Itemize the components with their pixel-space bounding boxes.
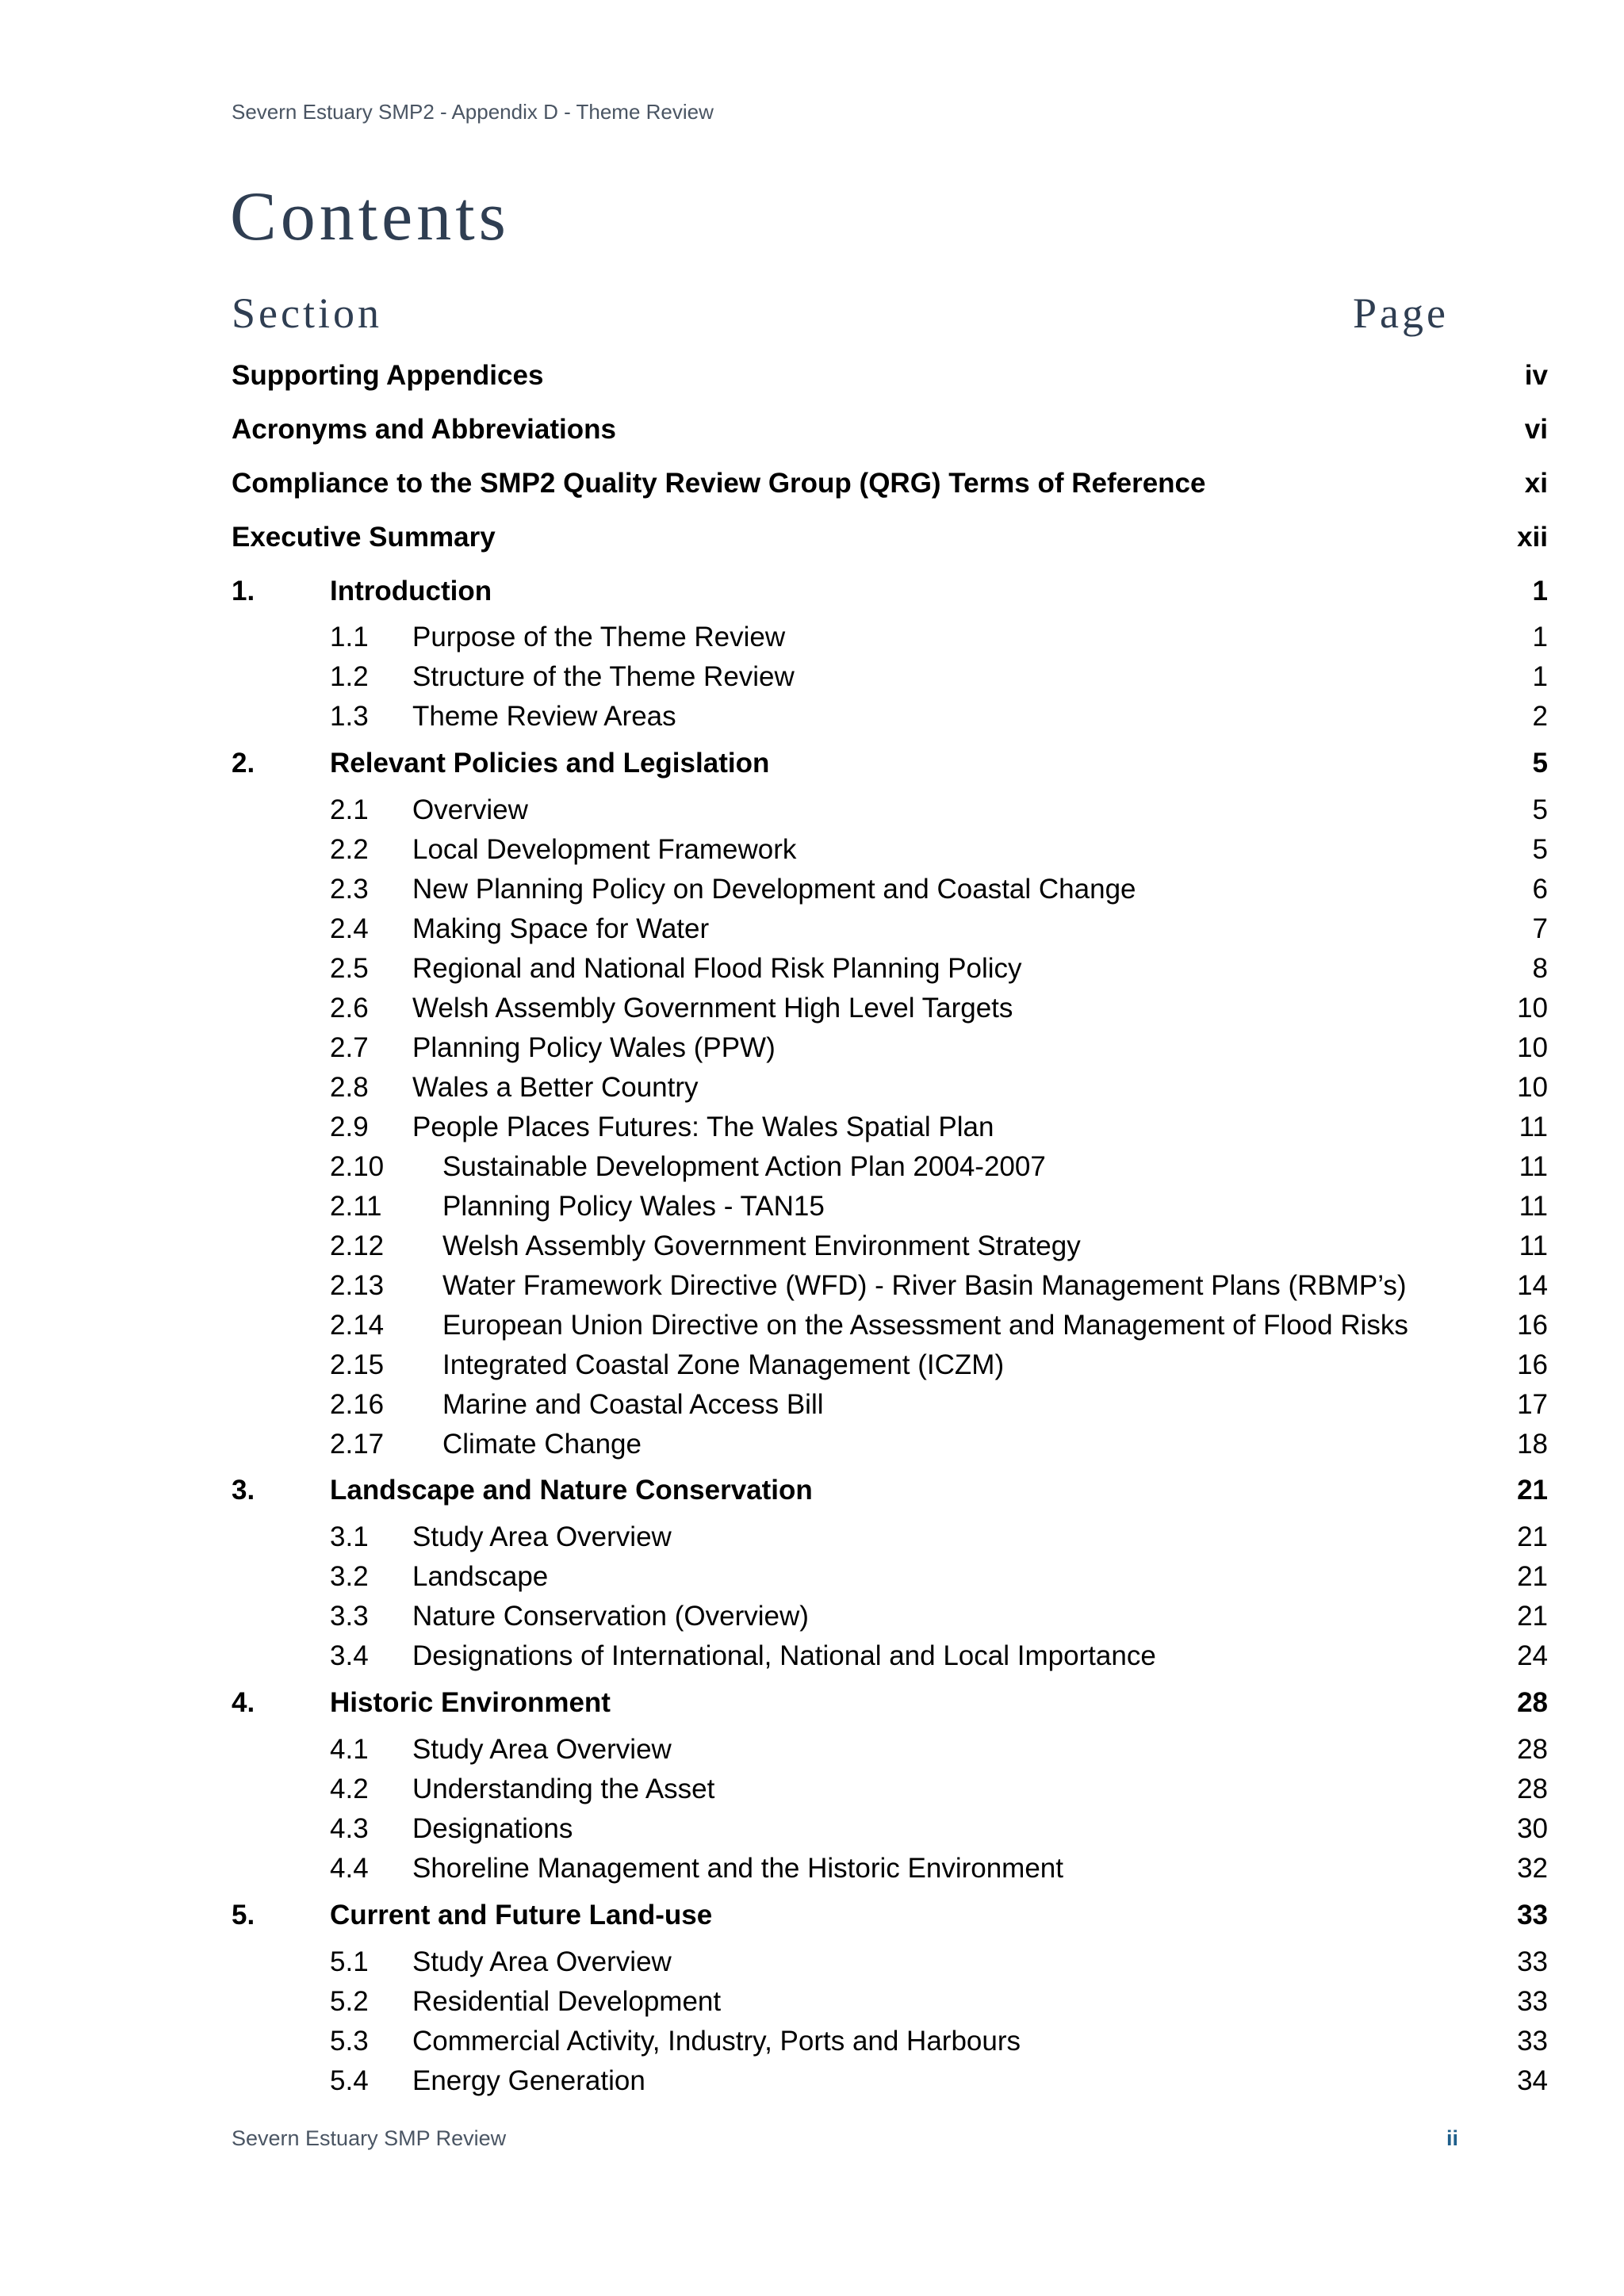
toc-chapter-number: 5.	[232, 1900, 255, 1931]
toc-section-title: Making Space for Water	[412, 913, 710, 944]
toc-entry-front[interactable]	[232, 520, 1548, 555]
toc-entry-title: Supporting Appendices	[232, 360, 544, 391]
toc-section[interactable]	[232, 1070, 1548, 1105]
toc-section[interactable]	[232, 1732, 1548, 1767]
toc-entry-title: Acronyms and Abbreviations	[232, 414, 616, 445]
toc-section-number: 2.14	[330, 1310, 385, 1341]
toc-section-page: 33	[1517, 2026, 1548, 2057]
toc-section-page: 10	[1517, 1032, 1548, 1063]
toc-section-title: Study Area Overview	[412, 1734, 672, 1765]
toc-section[interactable]	[232, 2064, 1548, 2099]
toc-section-number: 5.3	[330, 2026, 369, 2057]
toc-chapter[interactable]	[232, 1898, 1548, 1933]
toc-chapter-number: 4.	[232, 1687, 255, 1718]
toc-section-page: 18	[1517, 1429, 1548, 1460]
toc-entry-page: xi	[1524, 468, 1548, 499]
toc-section-number: 2.10	[330, 1151, 385, 1182]
toc-entry-page: xii	[1517, 522, 1548, 553]
toc-section-page: 7	[1532, 913, 1548, 944]
toc-section[interactable]	[232, 912, 1548, 947]
toc-section-title: Climate Change	[442, 1429, 642, 1460]
toc-section-page: 24	[1517, 1640, 1548, 1671]
toc-section-page: 28	[1517, 1734, 1548, 1765]
toc-section-number: 2.16	[330, 1389, 385, 1420]
toc-section-number: 2.4	[330, 913, 369, 944]
toc-section[interactable]	[232, 1639, 1548, 1674]
toc-section-page: 1	[1532, 661, 1548, 692]
toc-section-number: 2.3	[330, 874, 369, 905]
toc-section-number: 5.1	[330, 1946, 369, 1977]
page-title: Contents	[230, 178, 510, 255]
toc-section[interactable]	[232, 1308, 1548, 1343]
toc-section-title: Purpose of the Theme Review	[412, 622, 786, 652]
toc-section-title: Energy Generation	[412, 2065, 645, 2096]
toc-chapter-title: Relevant Policies and Legislation	[330, 748, 770, 779]
toc-section-number: 4.3	[330, 1813, 369, 1844]
toc-section-page: 34	[1517, 2065, 1548, 2096]
toc-section-number: 4.1	[330, 1734, 369, 1765]
toc-chapter-title: Introduction	[330, 576, 492, 607]
toc-section-title: Designations	[412, 1813, 573, 1844]
toc-section-page: 21	[1517, 1601, 1548, 1632]
toc-section-number: 1.1	[330, 622, 369, 652]
toc-section-title: Overview	[412, 794, 528, 825]
toc-section-page: 28	[1517, 1774, 1548, 1804]
toc-section[interactable]	[232, 793, 1548, 828]
toc-section[interactable]	[232, 1427, 1548, 1462]
toc-section-page: 32	[1517, 1853, 1548, 1884]
toc-section-title: Local Development Framework	[412, 834, 797, 865]
toc-section-number: 2.6	[330, 993, 369, 1024]
toc-section-page: 30	[1517, 1813, 1548, 1844]
toc-section-title: Integrated Coastal Zone Management (ICZM)	[442, 1349, 1005, 1380]
toc-section-number: 3.1	[330, 1521, 369, 1552]
toc-section-title: Structure of the Theme Review	[412, 661, 795, 692]
toc-chapter-page: 1	[1532, 576, 1548, 607]
toc-section-page: 5	[1532, 794, 1548, 825]
toc-section-page: 5	[1532, 834, 1548, 865]
toc-section-page: 21	[1517, 1561, 1548, 1592]
toc-section[interactable]	[232, 2024, 1548, 2059]
toc-section-title: Study Area Overview	[412, 1946, 672, 1977]
toc-section-title: Marine and Coastal Access Bill	[442, 1389, 824, 1420]
toc-section-page: 21	[1517, 1521, 1548, 1552]
toc-section-title: New Planning Policy on Development and Coastal Change	[412, 874, 1136, 905]
toc-section-title: Sustainable Development Action Plan 2004-2007	[442, 1151, 1046, 1182]
toc-section[interactable]	[232, 1189, 1548, 1224]
toc-entry-title: Executive Summary	[232, 522, 496, 553]
toc-section[interactable]	[232, 1150, 1548, 1184]
toc-section-title: Nature Conservation (Overview)	[412, 1601, 809, 1632]
toc-section-title: Planning Policy Wales (PPW)	[412, 1032, 776, 1063]
toc-section-number: 2.15	[330, 1349, 385, 1380]
toc-section[interactable]	[232, 699, 1548, 734]
toc-section-page: 16	[1517, 1349, 1548, 1380]
toc-section-number: 5.2	[330, 1986, 369, 2017]
toc-section-title: Welsh Assembly Government High Level Targets	[412, 993, 1013, 1024]
toc-section-number: 2.7	[330, 1032, 369, 1063]
toc-section[interactable]	[232, 660, 1548, 695]
toc-section-page: 33	[1517, 1946, 1548, 1977]
toc-section-page: 14	[1517, 1270, 1548, 1301]
toc-chapter-number: 3.	[232, 1475, 255, 1506]
toc-section-page: 10	[1517, 993, 1548, 1024]
column-header-section: Section	[232, 289, 382, 337]
toc-section[interactable]	[232, 1229, 1548, 1264]
toc-section-page: 17	[1517, 1389, 1548, 1420]
footer-page-number: ii	[1446, 2126, 1459, 2150]
toc-section-page: 1	[1532, 622, 1548, 652]
toc-section[interactable]	[232, 1851, 1548, 1886]
toc-section[interactable]	[232, 832, 1548, 867]
toc-section-number: 1.2	[330, 661, 369, 692]
toc-section-number: 2.8	[330, 1072, 369, 1103]
toc-entry-front[interactable]	[232, 412, 1548, 447]
toc-section-title: Understanding the Asset	[412, 1774, 715, 1804]
toc-chapter[interactable]	[232, 746, 1548, 781]
toc-section-number: 1.3	[330, 701, 369, 732]
toc-section[interactable]	[232, 1348, 1548, 1383]
toc-section-page: 11	[1519, 1230, 1548, 1261]
toc-section-title: Study Area Overview	[412, 1521, 672, 1552]
toc-chapter-page: 21	[1517, 1475, 1548, 1506]
toc-chapter-page: 5	[1532, 748, 1548, 779]
toc-section-title: Commercial Activity, Industry, Ports and Harbours	[412, 2026, 1021, 2057]
page-header: Severn Estuary SMP2 - Appendix D - Theme Review	[232, 100, 714, 124]
toc-section-page: 8	[1532, 953, 1548, 984]
toc-section[interactable]	[232, 951, 1548, 986]
toc-chapter-title: Historic Environment	[330, 1687, 611, 1718]
toc-section-number: 2.12	[330, 1230, 385, 1261]
toc-chapter-title: Landscape and Nature Conservation	[330, 1475, 813, 1506]
toc-entry-front[interactable]	[232, 466, 1548, 501]
toc-section-page: 11	[1519, 1151, 1548, 1182]
toc-section-page: 2	[1532, 701, 1548, 732]
toc-section-title: Welsh Assembly Government Environment Strategy	[442, 1230, 1081, 1261]
toc-section-number: 4.4	[330, 1853, 369, 1884]
toc-section-number: 2.9	[330, 1112, 369, 1142]
toc-entry-front[interactable]	[232, 358, 1548, 393]
toc-section[interactable]	[232, 1599, 1548, 1634]
toc-chapter-number: 1.	[232, 576, 255, 607]
toc-section-title: Water Framework Directive (WFD) - River Basin Management Plans (RBMP’s)	[442, 1270, 1407, 1301]
toc-section-page: 11	[1519, 1191, 1548, 1222]
toc-section[interactable]	[232, 620, 1548, 655]
toc-section[interactable]	[232, 1031, 1548, 1066]
toc-section-title: Theme Review Areas	[412, 701, 676, 732]
toc-section-number: 3.3	[330, 1601, 369, 1632]
toc-section[interactable]	[232, 1559, 1548, 1594]
toc-section-title: Landscape	[412, 1561, 549, 1592]
toc-section-number: 2.2	[330, 834, 369, 865]
toc-entry-page: vi	[1524, 414, 1548, 445]
toc-section[interactable]	[232, 1520, 1548, 1555]
toc-section-page: 6	[1532, 874, 1548, 905]
toc-section-number: 2.11	[330, 1191, 382, 1222]
toc-section-page: 10	[1517, 1072, 1548, 1103]
toc-section[interactable]	[232, 991, 1548, 1026]
toc-entry-page: iv	[1524, 360, 1548, 391]
toc-section-number: 2.1	[330, 794, 369, 825]
toc-section-title: Regional and National Flood Risk Planning Policy	[412, 953, 1022, 984]
toc-section-number: 4.2	[330, 1774, 369, 1804]
toc-section-page: 16	[1517, 1310, 1548, 1341]
toc-section-title: Wales a Better Country	[412, 1072, 699, 1103]
toc-section-number: 2.13	[330, 1270, 385, 1301]
toc-section[interactable]	[232, 1984, 1548, 2019]
toc-section[interactable]	[232, 1110, 1548, 1145]
toc-section-number: 5.4	[330, 2065, 369, 2096]
column-header-page: Page	[1353, 289, 1449, 337]
toc-chapter-page: 33	[1517, 1900, 1548, 1931]
toc-section-title: Planning Policy Wales - TAN15	[442, 1191, 825, 1222]
toc-section[interactable]	[232, 1269, 1548, 1303]
toc-section[interactable]	[232, 1772, 1548, 1807]
toc-section-title: Shoreline Management and the Historic Environment	[412, 1853, 1063, 1884]
toc-chapter-number: 2.	[232, 748, 255, 779]
toc-section-title: Residential Development	[412, 1986, 722, 2017]
toc-chapter[interactable]	[232, 1473, 1548, 1508]
page-footer: Severn Estuary SMP Review	[232, 2126, 507, 2150]
toc-section[interactable]	[232, 1387, 1548, 1422]
toc-section[interactable]	[232, 1812, 1548, 1846]
toc-section-number: 2.17	[330, 1429, 385, 1460]
toc-section[interactable]	[232, 1945, 1548, 1980]
toc-chapter[interactable]	[232, 574, 1548, 609]
toc-section-page: 11	[1519, 1112, 1548, 1142]
toc-section-title: People Places Futures: The Wales Spatial Plan	[412, 1112, 994, 1142]
toc-section[interactable]	[232, 872, 1548, 907]
toc-section-number: 3.4	[330, 1640, 369, 1671]
toc-entry-title: Compliance to the SMP2 Quality Review Group (QRG) Terms of Reference	[232, 468, 1206, 499]
toc-chapter[interactable]	[232, 1686, 1548, 1720]
toc-section-number: 2.5	[330, 953, 369, 984]
toc-section-title: Designations of International, National and Local Importance	[412, 1640, 1156, 1671]
toc-chapter-page: 28	[1517, 1687, 1548, 1718]
toc-section-title: European Union Directive on the Assessment and Management of Flood Risks	[442, 1310, 1408, 1341]
toc-chapter-title: Current and Future Land-use	[330, 1900, 713, 1931]
toc-section-number: 3.2	[330, 1561, 369, 1592]
toc-section-page: 33	[1517, 1986, 1548, 2017]
